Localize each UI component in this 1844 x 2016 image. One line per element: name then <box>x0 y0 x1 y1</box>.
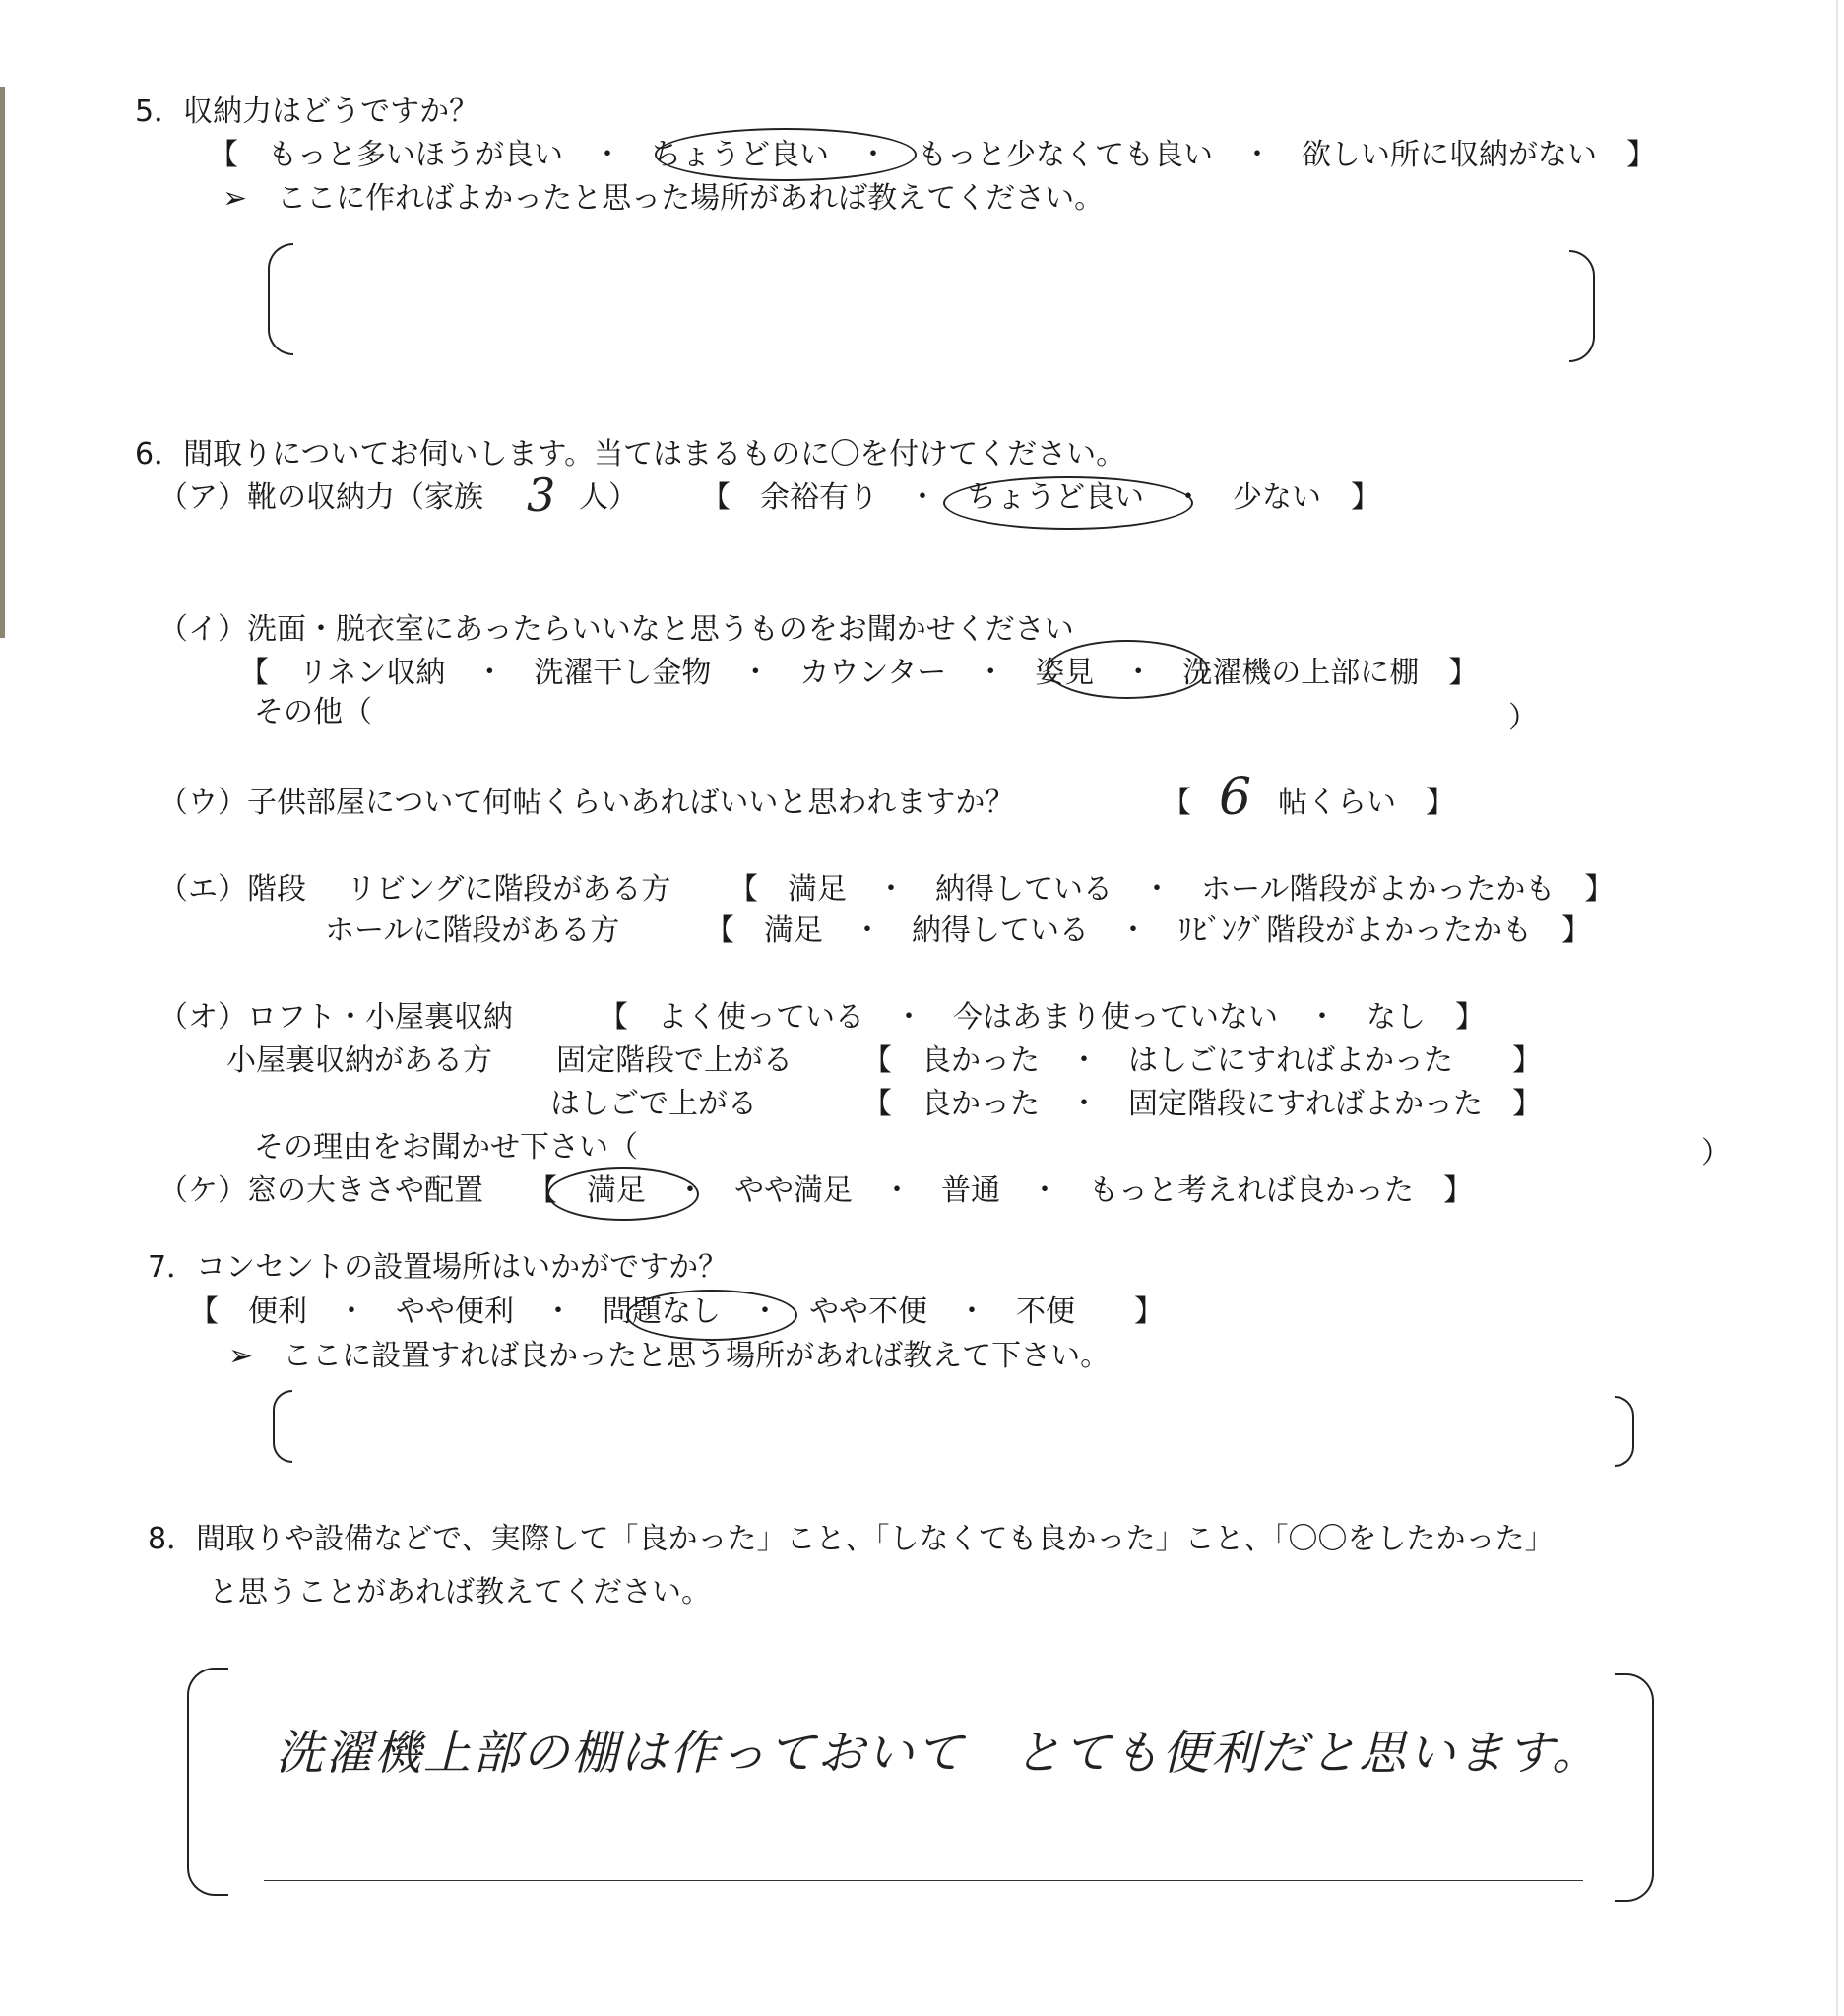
q6o-reason-close: ） <box>1701 1136 1731 1170</box>
q6e-row1-who: リビングに階段がある方 <box>347 872 671 907</box>
q6u-unit: 帖くらい 】 <box>1278 786 1455 820</box>
handwritten-family-count: 3 <box>527 469 556 522</box>
q6o-ladder: はしごで上がる <box>550 1087 757 1121</box>
q6e-row2-who: ホールに階段がある方 <box>325 914 620 948</box>
answer-box-left <box>187 1668 228 1896</box>
q6a-options: 【 余裕有り ・ ちょうど良い ・ 少ない 】 <box>701 480 1380 515</box>
q6o-attic-who: 小屋裏収納がある方 <box>226 1043 492 1078</box>
answer-box-right <box>1569 250 1595 362</box>
answer-circle <box>943 476 1193 530</box>
q8-title2: と思うことがあれば教えてください。 <box>209 1575 711 1609</box>
q6u-open: 【 <box>1162 786 1191 820</box>
q6i-options: 【 リネン収納 ・ 洗濯干し金物 ・ カウンター ・ 姿見 ・ 洗濯機の上部に棚 】 <box>239 656 1479 690</box>
q6ke-label: （ケ）窓の大きさや配置 <box>159 1173 483 1208</box>
q6ke-options: 【 満足 ・ やや満足 ・ 普通 ・ もっと考えれば良かった 】 <box>528 1173 1473 1208</box>
answer-circle <box>547 1167 699 1221</box>
q7-sub: ➢ ここに設置すれば良かったと思う場所があれば教えて下さい。 <box>228 1339 1111 1373</box>
handwritten-room-size: 6 <box>1219 768 1252 827</box>
q6u-label: （ウ）子供部屋について何帖くらいあればいいと思われますか？ <box>159 786 1015 820</box>
q6a-unit: 人） <box>579 480 638 515</box>
q6i-label: （イ）洗面・脱衣室にあったらいいなと思うものをお聞かせください <box>159 612 1074 647</box>
q6e-label: （エ）階段 <box>159 872 306 907</box>
q6o-fixed: 固定階段で上がる <box>556 1043 793 1078</box>
q5-title: 5．収納力はどうですか？ <box>135 94 479 129</box>
answer-box-right <box>1615 1396 1634 1467</box>
q8-title: 8．間取りや設備などで、実際して「良かった」こと、「しなくても良かった」こと、「〇〇をしたかった」 <box>148 1522 1555 1556</box>
scan-edge <box>0 87 5 638</box>
q7-title: 7．コンセントの設置場所はいかがですか？ <box>148 1250 729 1285</box>
q6e-row1-options: 【 満足 ・ 納得している ・ ホール階段がよかったかも 】 <box>729 872 1615 907</box>
q6i-other-close: ） <box>1508 701 1538 735</box>
q7-options: 【 便利 ・ やや便利 ・ 問題なし ・ やや不便 ・ 不便 】 <box>189 1294 1164 1329</box>
answer-box-left <box>273 1390 292 1463</box>
handwritten-answer: 洗濯機上部の棚は作っておいて とても便利だと思います。 <box>276 1726 1602 1781</box>
q6e-row2-options: 【 満足 ・ 納得している ・ ﾘﾋﾞﾝｸﾞ階段がよかったかも 】 <box>705 914 1591 948</box>
answer-box-right <box>1615 1673 1654 1902</box>
answer-circle <box>626 1290 797 1341</box>
scan-edge <box>1836 0 1838 2016</box>
answer-line <box>264 1880 1583 1881</box>
q6a-label: （ア）靴の収納力（家族 <box>159 480 483 515</box>
q6o-reason: その理由をお聞かせ下さい（ <box>254 1130 638 1165</box>
answer-circle <box>1047 640 1208 699</box>
answer-circle <box>655 128 917 181</box>
q5-options: 【 もっと多いほうが良い ・ ちょうど良い ・ もっと少なくても良い ・ 欲しい所に収納がない 】 <box>209 138 1656 172</box>
q6o-fixed-options: 【 良かった ・ はしごにすればよかった 】 <box>862 1043 1542 1078</box>
answer-box-left <box>268 243 293 355</box>
q6o-label: （オ）ロフト・小屋裏収納 <box>159 1000 513 1035</box>
q6o-options: 【 よく使っている ・ 今はあまり使っていない ・ なし 】 <box>599 1000 1485 1035</box>
q6-title: 6．間取りについてお伺いします。当てはまるものに〇を付けてください。 <box>135 437 1126 472</box>
q6o-ladder-options: 【 良かった ・ 固定階段にすればよかった 】 <box>862 1087 1542 1121</box>
q6i-other: その他（ <box>254 695 372 729</box>
q5-sub: ➢ ここに作ればよかったと思った場所があれば教えてください。 <box>223 181 1105 216</box>
